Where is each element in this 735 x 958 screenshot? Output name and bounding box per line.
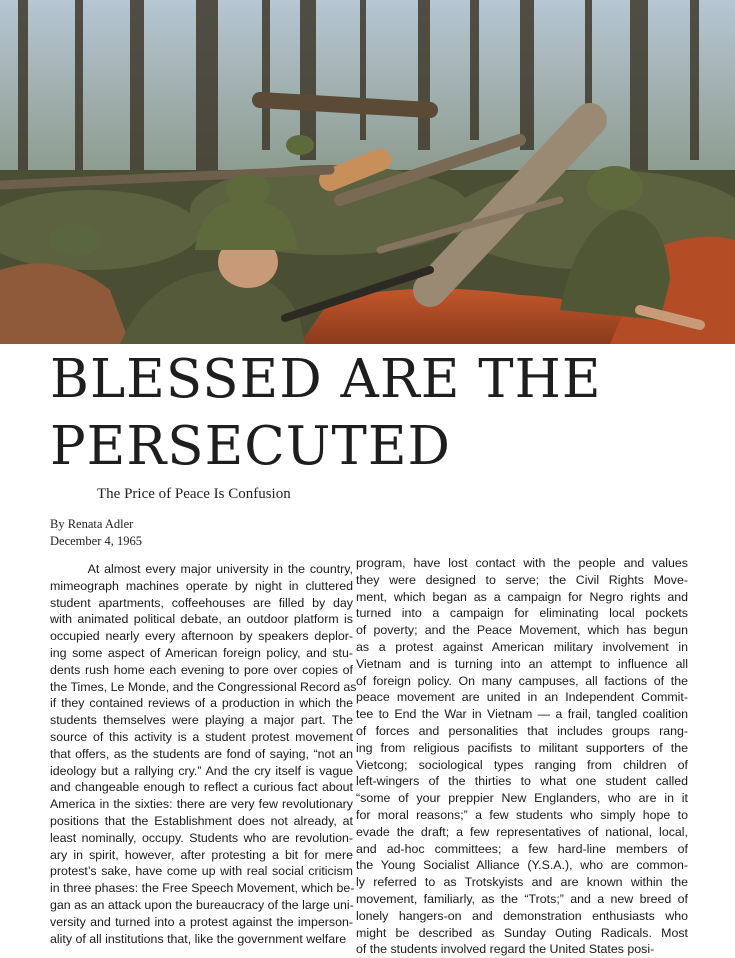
body-text-line: movement, familiarly, as the “Trots;” and a new breed of <box>356 891 688 906</box>
body-text-line: evade the draft; a few representatives of national, local, <box>356 824 688 839</box>
body-text-line: of forces and personalities that includes groups rang- <box>356 723 688 738</box>
body-text-line: if they contained reviews of a production in which the <box>50 696 353 711</box>
body-text-line: and changeable enough to reflect a curious fact about <box>50 780 353 795</box>
body-text-line: with animated political debate, an outdoor platform is <box>50 612 353 627</box>
author-name: By Renata Adler <box>50 517 134 531</box>
body-text-line: ing from religious pacifists to militant supporters of the <box>356 740 688 755</box>
body-text-line: of foreign policy. On many campuses, all factions of the <box>356 673 688 688</box>
body-text-line: positions that the Establishment does not already, at <box>50 813 353 828</box>
body-text-line: gan as an attack upon the bureaucracy of the large uni- <box>50 897 354 912</box>
body-text-line: tee to End the War in Vietnam — a frail, tangled coalition <box>356 707 688 722</box>
body-text-line: versity and turned into a protest against the imperson- <box>50 914 353 929</box>
title-line-1: BLESSED ARE THE <box>50 349 602 410</box>
body-text-line: source of this activity is a student protest movement <box>50 729 353 744</box>
body-text-line: as a protest against American military involvement in <box>356 639 688 654</box>
body-text-line: turned into a campaign for eliminating local pockets <box>356 606 688 621</box>
body-text-line: ary in spirit, however, after protesting a bit for mere <box>50 847 353 862</box>
body-text-line: student apartments, coffeehouses are filled by day <box>50 595 353 610</box>
body-text-line: and ad-hoc committees; a few hard-line members of <box>356 841 688 856</box>
body-text-line: least nominally, occupy. Students who are revolution- <box>50 830 353 845</box>
byline <box>50 516 142 550</box>
body-text-line: peace movement are united in an Independent Commit- <box>356 690 688 705</box>
body-text-line: ment, which began as a campaign for Negro rights and <box>356 589 688 604</box>
body-text-line: students themselves were playing a major part. The <box>50 713 353 728</box>
body-text-line: ideology but a rallying cry.” And the cry itself is vague <box>50 763 353 778</box>
body-text-line: in three phases: the Free Speech Movement, which be- <box>50 881 355 896</box>
body-text-line: of the students involved regard the United States posi- <box>356 942 655 957</box>
body-text-line: might be described as Sunday Outing Radicals. Most <box>356 925 688 940</box>
body-text-line: they were designed to serve; the Civil Rights Move- <box>356 572 688 587</box>
vietnam-soldiers-photo <box>0 0 735 344</box>
publication-date: December 4, 1965 <box>50 534 142 548</box>
body-text-line: ing some aspect of American foreign policy, and stu- <box>50 645 353 660</box>
body-text-line: America in the sixties: there are very few revolutionary <box>50 797 353 812</box>
body-text-line: of poverty; and the Peace Movement, which has begun <box>356 623 688 638</box>
body-text-line: Vietcong; sociological types ranging from children of <box>356 757 688 772</box>
body-column-right <box>356 555 688 958</box>
body-text-line: that offers, as the students are fond of saying, “not an <box>50 746 353 761</box>
body-text-line: ality of all institutions that, like the government welfare <box>50 931 347 946</box>
body-text-line: lonely hangers-on and demonstration enthusiasts who <box>356 908 688 923</box>
body-text-line: mimeograph machines operate by night in cluttered <box>50 578 353 593</box>
body-text-line: Vietnam and is turning into an attempt to influence all <box>356 656 688 671</box>
body-text-line: occupied nearly every afternoon by speakers deplor- <box>50 629 353 644</box>
article-subtitle: The Price of Peace Is Confusion <box>97 486 291 502</box>
body-text-line: protest’s sake, have come up with real social criticism <box>50 864 353 879</box>
title-line-2: PERSECUTED <box>50 416 452 477</box>
body-text-line: the Young Socialist Alliance (Y.S.A.), who are common- <box>356 858 688 873</box>
body-text-line: for moral reasons;” a few students who simply hope to <box>356 807 688 822</box>
body-text-line: “some of your preppier New Englanders, who are in it <box>356 791 688 806</box>
body-text-line: program, have lost contact with the people and values <box>356 556 688 570</box>
body-column-left <box>50 561 357 947</box>
body-text-line: left-wingers of the thirties to what one student called <box>356 774 688 789</box>
body-text-line: the Times, Le Monde, and the Congressional Record as <box>50 679 357 694</box>
body-text-line: At almost every major university in the country, <box>50 562 353 576</box>
body-text-line: dents rush home each evening to pore over copies of <box>50 662 353 677</box>
article-title <box>50 346 690 480</box>
body-text-line: ly referred to as Trotskyists and are known within the <box>356 875 688 890</box>
